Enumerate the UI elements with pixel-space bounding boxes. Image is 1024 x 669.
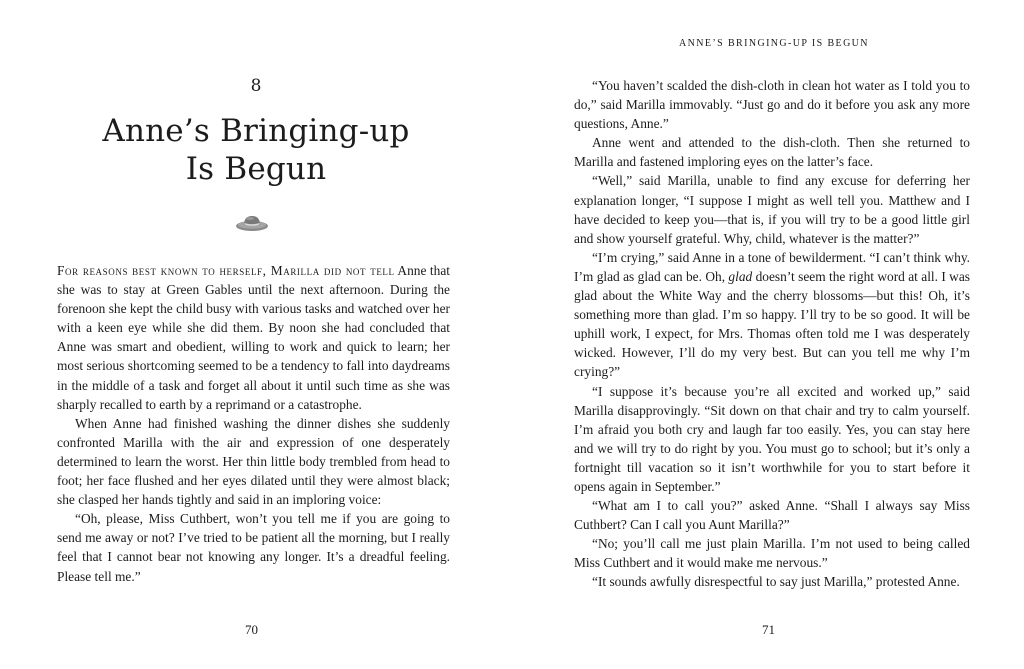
paragraph-part: doesn’t seem the right word at all. I was glad about the White Way and the cherry blossoms—but this! Oh, it’s something more than glad. I’m so happy. I’ll try to be so good. It will be uphill work, I expect, for Mrs. Thomas often told me I was desperately wicked. However, I’ll do my very best. But can you tell me why I’m crying?” bbox=[574, 268, 970, 380]
opening-smallcaps: For reasons best known to herself, Marilla did not tell bbox=[57, 263, 395, 278]
running-head: ANNE’S BRINGING-UP IS BEGUN bbox=[679, 38, 869, 49]
paragraph: “No; you’ll call me just plain Marilla. I’m not used to being called Miss Cuthbert and it would make me nervous.” bbox=[574, 536, 970, 571]
chapter-number: 8 bbox=[250, 76, 262, 96]
left-body-text bbox=[57, 261, 450, 586]
paragraph bbox=[57, 261, 450, 414]
emphasized-word: glad bbox=[728, 268, 753, 284]
right-body-text bbox=[574, 76, 970, 592]
page-number: 70 bbox=[245, 622, 258, 637]
chapter-title-line-2: Is Begun bbox=[185, 151, 327, 187]
paragraph: When Anne had finished washing the dinner dishes she suddenly confronted Marilla with the air and expression of one desperately determined to learn the worst. Her thin little body trembled from head to foot; her face flushed and her eyes dilated until they were almost black; she clasped her hands tightly and said in an imploring voice: bbox=[57, 415, 450, 508]
paragraph-continuation: Anne that she was to stay at Green Gables until the next afternoon. During the forenoon she kept the child busy with various tasks and watched over her with a keen eye while she did them. By noon she had concluded that Anne was smart and obedient, willing to work and quick to learn; her most serious shortcoming seemed to be a tendency to fall into daydreams in the middle of a task and forget all about it until such time as she was sharply recalled to earth by a reprimand or a catastrophe. bbox=[57, 263, 451, 412]
right-page bbox=[512, 0, 1024, 669]
straw-hat-icon bbox=[234, 210, 270, 234]
chapter-title bbox=[0, 112, 512, 188]
paragraph: “I suppose it’s because you’re all excited and worked up,” said Marilla disapprovingly. “Sit down on that chair and try to calm yourself. I’m afraid you both cry and laugh far too easily. Yes, you can stay here and we will try to do right by you. You must go to school; but it’s only a fortnight till vacation so it isn’t worthwhile for you to start before it opens again in September.” bbox=[574, 383, 970, 494]
chapter-title-line-1: Anne’s Bringing-up bbox=[102, 113, 410, 149]
page-number: 71 bbox=[762, 622, 775, 637]
paragraph: “What am I to call you?” asked Anne. “Shall I always say Miss Cuthbert? Can I call you Aunt Marilla?” bbox=[574, 498, 970, 533]
paragraph: “Oh, please, Miss Cuthbert, won’t you tell me if you are going to send me away or not? I’ve tried to be patient all the morning, but I really feel that I cannot bear not knowing any longer. It’s a dreadful feeling. Please tell me.” bbox=[57, 511, 450, 584]
paragraph: “You haven’t scalded the dish-cloth in clean hot water as I told you to do,” said Marilla immovably. “Just go and do it before you ask any more questions, Anne.” bbox=[574, 78, 970, 132]
paragraph: Anne went and attended to the dish-cloth. Then she returned to Marilla and fastened imploring eyes on the latter’s face. bbox=[574, 135, 970, 170]
paragraph: “Well,” said Marilla, unable to find any excuse for deferring her explanation longer, “I suppose I might as well tell you. Matthew and I have decided to keep you—that is, if you will try to be a good little girl and show yourself grateful. Why, child, whatever is the matter?” bbox=[574, 173, 970, 246]
paragraph: “It sounds awfully disrespectful to say just Marilla,” protested Anne. bbox=[592, 574, 960, 590]
paragraph bbox=[574, 248, 970, 382]
paragraph-part: “I’m crying,” said Anne in a tone of bewilderment. “I can’t think why. I’m glad as glad can be. Oh, bbox=[574, 249, 970, 284]
